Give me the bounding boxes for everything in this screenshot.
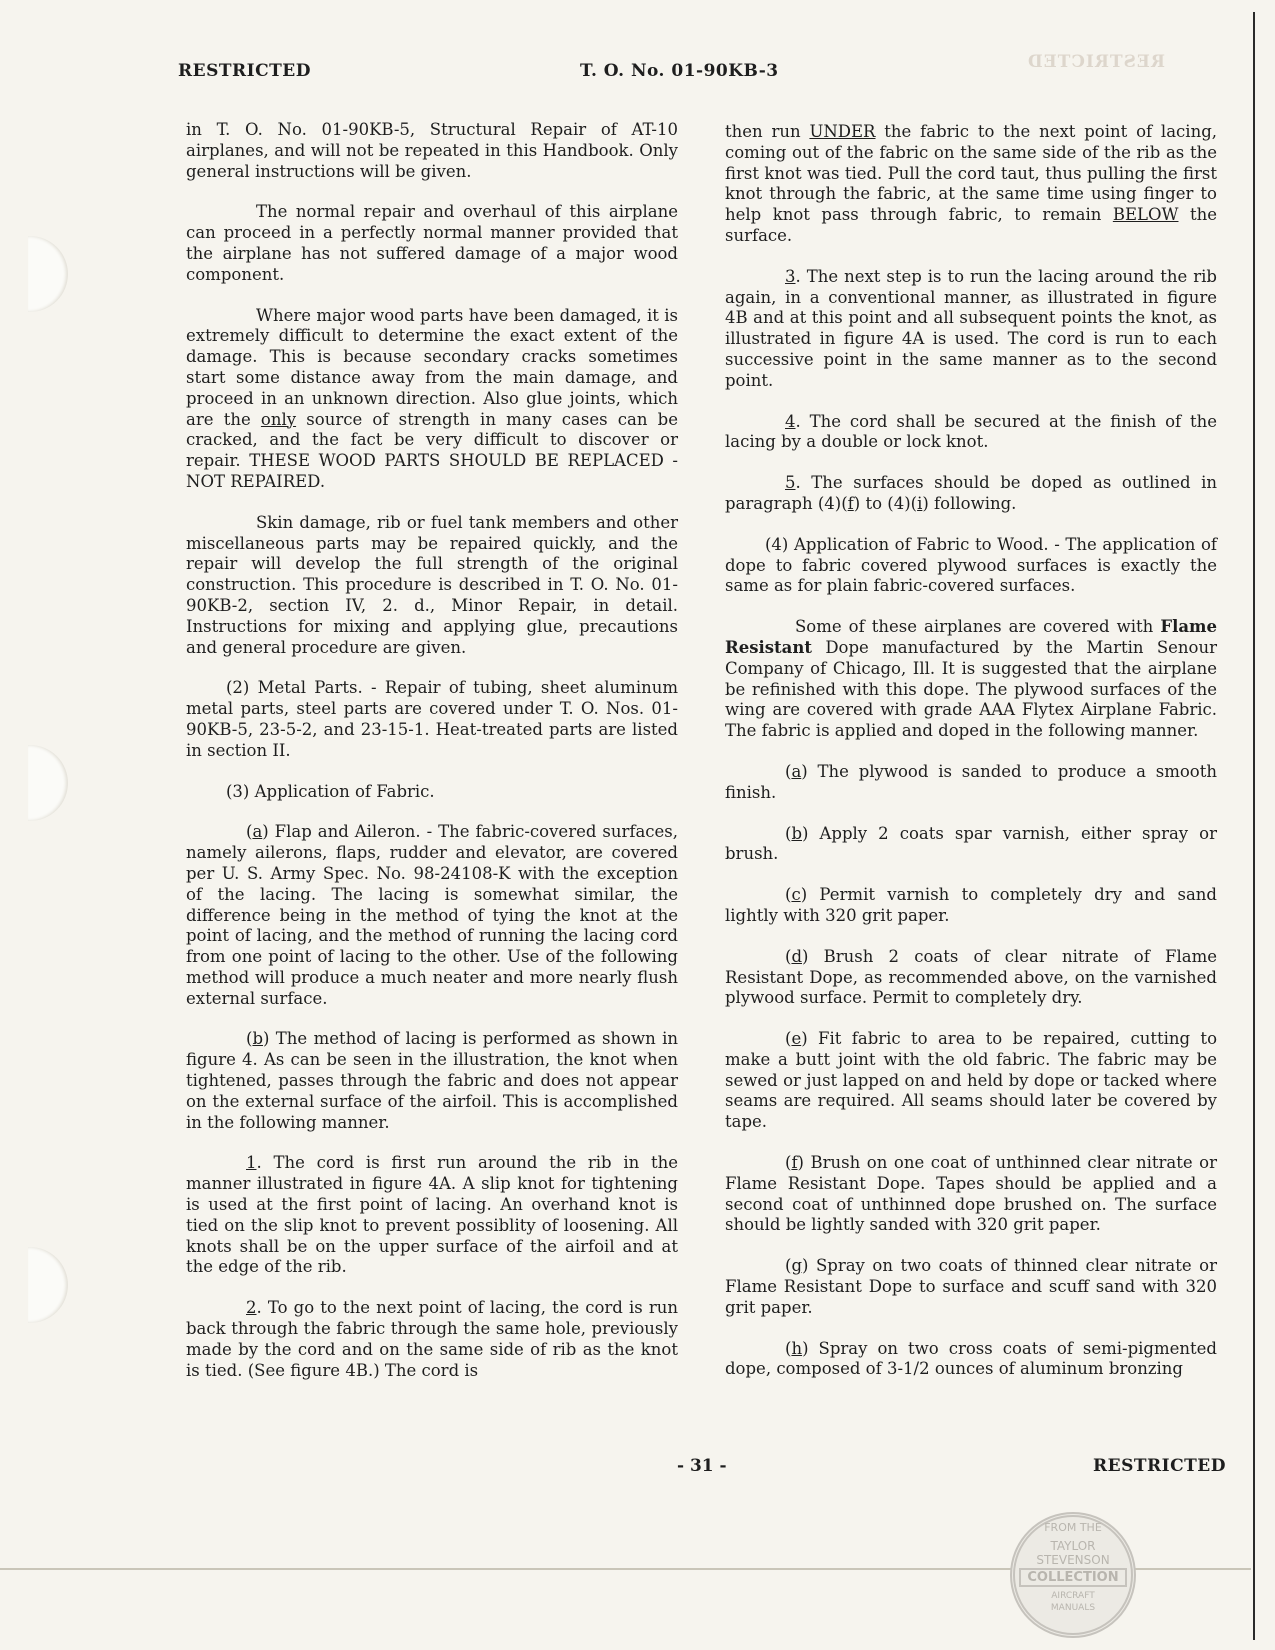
paragraph-step-a: (a) The plywood is sanded to produce a smooth finish. bbox=[725, 761, 1217, 802]
paragraph: Skin damage, rib or fuel tank members and other miscellaneous parts may be repaired quickly, and the repair will develop the full strength of the original construction. This procedure is described in T. O. No. 01-90KB-2, section IV, 2. d., Minor Repair, in detail. Instructions for mixing and applying glue, precautions and general procedure are given. bbox=[186, 512, 678, 657]
paragraph-4: 4. The cord shall be secured at the finish of the lacing by a double or lock knot. bbox=[725, 411, 1217, 452]
collection-stamp bbox=[1010, 1512, 1136, 1638]
stamp-text: FROM THE bbox=[1044, 1521, 1102, 1534]
binder-hole bbox=[28, 1247, 68, 1323]
paragraph: The normal repair and overhaul of this airplane can proceed in a perfectly normal manner provided that the airplane has not suffered damage of a major wood component. bbox=[186, 202, 678, 284]
paragraph-step-c: (c) Permit varnish to completely dry and sand lightly with 320 grit paper. bbox=[725, 885, 1217, 925]
stamp-text: STEVENSON bbox=[1036, 1553, 1110, 1567]
paragraph-3: 3. The next step is to run the lacing around the rib again, in a conventional manner, as illustrated in figure 4B and at this point and all subsequent points the knot, as illustrated in figure 4A is used. The cord is run to each successive point in the same manner as to the second point. bbox=[725, 266, 1217, 390]
paragraph-application-fabric-to-wood: (4) Application of Fabric to Wood. - The application of dope to fabric covered plywood surfaces is exactly the same as for plain fabric-covered surfaces. bbox=[725, 534, 1217, 596]
page-number: - 31 - bbox=[677, 1456, 727, 1476]
paragraph-step-e: (e) Fit fabric to area to be repaired, cutting to make a butt joint with the old fabric. The fabric may be sewed or just lapped on and held by dope or tacked where seams are required. All seams should later be covered by tape. bbox=[725, 1029, 1217, 1132]
paragraph: Where major wood parts have been damaged, it is extremely difficult to determine the exact extent of the damage. This is because secondary cracks sometimes start some distance away from the main damage, and proceed in an unknown direction. Also glue joints, which are the only source of strength in many cases can be cracked, and the fact be very difficult to discover or repair. THESE WOOD PARTS SHOULD BE REPLACED - NOT REPAIRED. bbox=[186, 305, 678, 491]
paragraph-1: 1. The cord is first run around the rib in the manner illustrated in figure 4A. A slip knot for tightening is used at the first point of lacing. An overhand knot is tied on the slip knot to prevent possiblity of loosening. All knots shall be on the upper surface of the airfoil and at the edge of the rib. bbox=[186, 1153, 678, 1277]
paragraph-step-b: (b) Apply 2 coats spar varnish, either spray or brush. bbox=[725, 823, 1217, 864]
paragraph-application-of-fabric: (3) Application of Fabric. bbox=[226, 781, 435, 801]
paragraph-a: (a) Flap and Aileron. - The fabric-covered surfaces, namely ailerons, flaps, rudder and elevator, are covered per U. S. Army Spec. No. 98-24108-K with the exception of the lacing. The lacing is somewhat similar, the difference being in the method of tying the knot at the point of lacing, and the method of running the lacing cord from one point of lacing to the other. Use of the following method will produce a much neater and more nearly flush external surface. bbox=[186, 822, 678, 1008]
left-column bbox=[186, 120, 678, 1401]
page-edge bbox=[1253, 12, 1255, 1640]
right-column bbox=[725, 122, 1217, 1400]
stamp-text: MANUALS bbox=[1050, 1603, 1096, 1613]
paragraph-step-f: (f) Brush on one coat of unthinned clear nitrate or Flame Resistant Dope. Tapes should be applied and a second coat of unthinned dope brushed on. The surface should be lightly sanded with 320 grit paper. bbox=[725, 1153, 1217, 1235]
header-restricted: RESTRICTED bbox=[178, 61, 311, 81]
paragraph-step-g: (g) Spray on two coats of thinned clear nitrate or Flame Resistant Dope to surface and scuff sand with 320 grit paper. bbox=[725, 1256, 1217, 1317]
paragraph-5: 5. The surfaces should be doped as outlined in paragraph (4)(f) to (4)(i) following. bbox=[725, 473, 1217, 513]
paragraph-b: (b) The method of lacing is performed as shown in figure 4. As can be seen in the illustration, the knot when tightened, passes through the fabric and does not appear on the external surface of the airfoil. This is accomplished in the following manner. bbox=[186, 1029, 678, 1132]
footer-restricted: RESTRICTED bbox=[1093, 1456, 1226, 1476]
paragraph-step-d: (d) Brush 2 coats of clear nitrate of Flame Resistant Dope, as recommended above, on the varnished plywood surface. Permit to completely dry. bbox=[725, 946, 1217, 1008]
binder-hole bbox=[28, 236, 68, 312]
header-document-number: T. O. No. 01-90KB-3 bbox=[580, 61, 779, 81]
paragraph: in T. O. No. 01-90KB-5, Structural Repair of AT-10 airplanes, and will not be repeated in this Handbook. Only general instructions will be given. bbox=[186, 120, 678, 181]
paragraph-flame-resistant: Some of these airplanes are covered with Flame Resistant Dope manufactured by the Martin Senour Company of Chicago, Ill. It is suggested that the airplane be refinished with this dope. The plywood surfaces of the wing are covered with grade AAA Flytex Airplane Fabric. The fabric is applied and doped in the following manner. bbox=[725, 617, 1217, 741]
binder-hole bbox=[28, 745, 68, 821]
paragraph-2: 2. To go to the next point of lacing, the cord is run back through the fabric through the same hole, previously made by the cord and on the same side of rib as the knot is tied. (See figure 4B.) The cord is bbox=[186, 1298, 678, 1380]
paragraph: then run UNDER the fabric to the next point of lacing, coming out of the fabric on the same side of the rib as the first knot was tied. Pull the cord taut, thus pulling the first knot through the fabric, at the same time using finger to help knot pass through fabric, to remain BELOW the surface. bbox=[725, 122, 1218, 245]
stamp-text: AIRCRAFT bbox=[1051, 1591, 1095, 1601]
paragraph-metal-parts: (2) Metal Parts. - Repair of tubing, sheet aluminum metal parts, steel parts are covered under T. O. Nos. 01-90KB-5, 23-5-2, and 23-15-1. Heat-treated parts are listed in section II. bbox=[186, 678, 678, 760]
paragraph-step-h: (h) Spray on two cross coats of semi-pigmented dope, composed of 3-1/2 ounces of aluminum bronzing bbox=[725, 1338, 1217, 1379]
stamp-text: TAYLOR bbox=[1050, 1539, 1096, 1553]
stamp-text: COLLECTION bbox=[1019, 1568, 1127, 1587]
header-bleedthrough: RESTRICTED bbox=[1027, 52, 1165, 72]
